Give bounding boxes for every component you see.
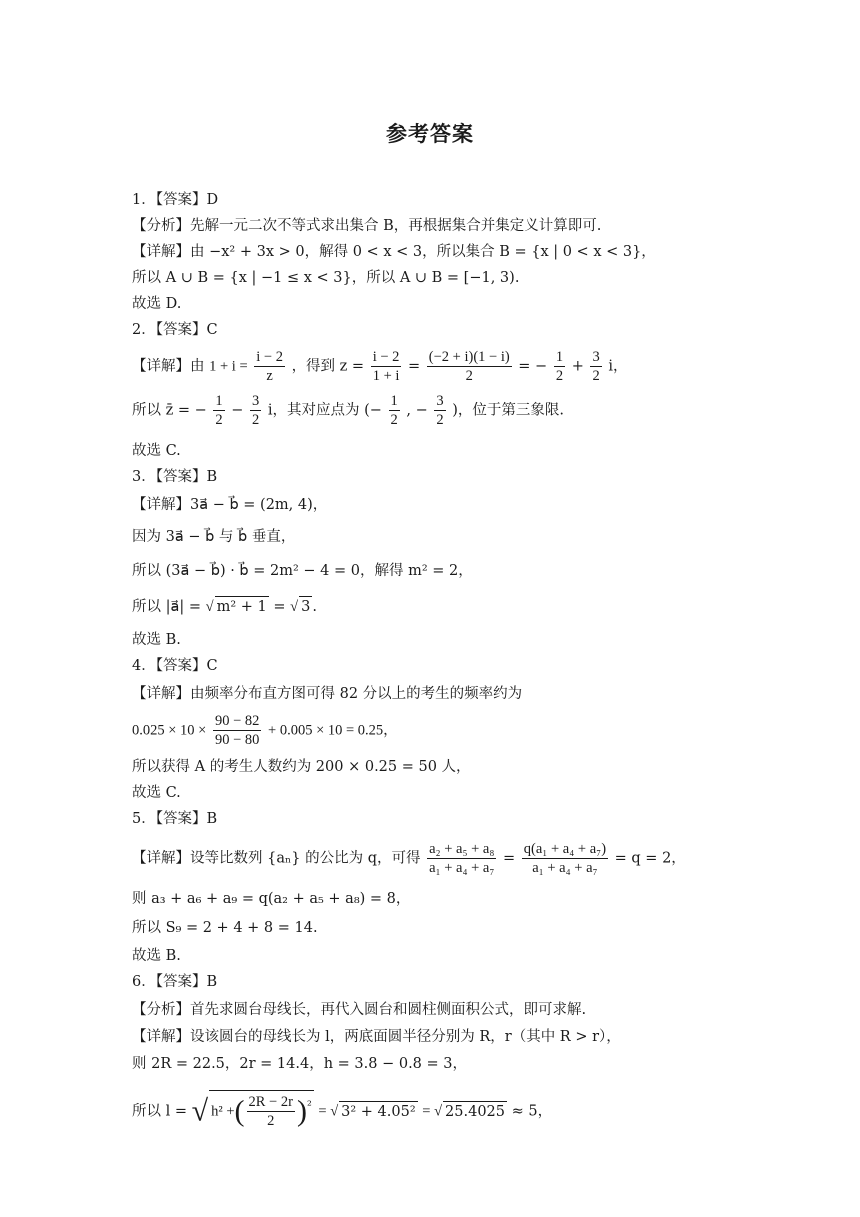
q2-fraction-2 — [371, 348, 402, 385]
q6-root-3: 25.4025 — [443, 1101, 507, 1122]
q3-detail-2: 因为 3a⃗ − b⃗ 与 b⃗ 垂直， — [132, 529, 296, 545]
q3-choice: 故选 B. — [132, 632, 181, 648]
q2-fraction-1 — [254, 348, 285, 385]
q5-detail-3: 所以 S₉ = 2 + 4 + 8 = 14. — [132, 920, 318, 936]
q5-detail-prefix: 【详解】设等比数列 {aₙ} 的公比为 q，可得 — [132, 850, 421, 867]
q2-point-fraction-1 — [389, 392, 400, 429]
q2-point-frac2-num: 3 — [436, 393, 444, 409]
q4-calc-tail: + 0.005 × 10 = 0.25， — [268, 722, 398, 739]
q2-conj-fraction-2 — [250, 392, 261, 429]
q2-frac5-den: 2 — [592, 368, 600, 384]
q3-detail-4: 所以 |a⃗| = √ m² + 1 = √ 3 . — [132, 596, 317, 617]
q2-detail-mid: ，得到 z = — [291, 358, 365, 375]
q2-fraction-5 — [590, 348, 601, 385]
q2-plus: + — [571, 358, 584, 375]
q2-conj-frac1-den: 2 — [215, 412, 223, 428]
q5-choice: 故选 B. — [132, 948, 181, 964]
q6-detail-2: 则 2R = 22.5，2r = 14.4，h = 3.8 − 0.8 = 3， — [132, 1056, 468, 1072]
q6-root-1: h² +( $\frac{2R - 2r}{2}$ )$^{^2}$ — [209, 1090, 314, 1130]
q3-detail-3: 所以 (3a⃗ − b⃗) · b⃗ = 2m² − 4 = 0，解得 m² = 2， — [132, 563, 473, 579]
q6-frac-den: 2 — [267, 1113, 275, 1129]
q2-frac2-den: 1 + i — [372, 368, 400, 384]
q2-frac4-num: 1 — [555, 349, 564, 365]
q2-detail-prefix: 【详解】由 — [132, 358, 205, 375]
q2-frac3-num: (−2 + i)(1 − i) — [428, 349, 510, 365]
q6-root-2: 3² + 4.05² — [339, 1101, 418, 1122]
q2-comma: , − — [406, 402, 428, 419]
q4-choice: 故选 C. — [132, 785, 181, 801]
q6-fraction — [247, 1093, 295, 1130]
q2-conj-prefix: 所以 z̄ = − — [132, 402, 207, 419]
q5-detail-tail: = q = 2， — [614, 850, 686, 867]
q6-detail-3-tail: ≈ 5， — [511, 1103, 553, 1120]
q6-analysis: 【分析】首先求圆台母线长，再代入圆台和圆柱侧面积公式，即可求解. — [132, 1002, 587, 1018]
page-title: 参考答案 — [386, 122, 474, 146]
q2-frac5-num: 3 — [592, 349, 600, 365]
q1-answer: 1．【答案】D — [132, 192, 219, 208]
q2-detail-line — [132, 348, 627, 385]
q2-tail: i， — [608, 358, 628, 375]
q6-root-inner: h² + — [211, 1103, 235, 1120]
q2-point-frac1-num: 1 — [390, 393, 398, 409]
q2-conj-tail: )，位于第三象限. — [452, 402, 564, 419]
q5-frac1-den: a₁ + a₄ + a₇ — [429, 860, 495, 876]
q3-root-2: 3 — [299, 596, 312, 617]
q4-answer: 4．【答案】C — [132, 658, 218, 674]
q2-eq: = — [408, 358, 421, 375]
q2-frac1-den: z — [266, 368, 273, 384]
q3-answer: 3．【答案】B — [132, 469, 218, 485]
q2-frac2-num: i − 2 — [372, 349, 400, 365]
q2-conj-fraction-1 — [213, 392, 224, 429]
q4-detail-1: 【详解】由频率分布直方图可得 82 分以上的考生的频率约为 — [132, 686, 523, 702]
q4-frac-den: 90 − 80 — [214, 732, 260, 748]
q2-conj-frac2-num: 3 — [252, 393, 260, 409]
q3-eq: = — [273, 599, 286, 615]
q5-fraction-2 — [522, 840, 608, 877]
q2-frac3-den: 2 — [465, 368, 473, 384]
q2-fraction-3 — [427, 348, 512, 385]
q4-calc-line — [132, 712, 398, 749]
q5-detail-2: 则 a₃ + a₆ + a₉ = q(a₂ + a₅ + a₈) = 8， — [132, 891, 411, 907]
q4-fraction — [213, 712, 261, 749]
q1-detail-1: 【详解】由 −x² + 3x > 0，解得 0 < x < 3，所以集合 B = {x | 0 < x < 3}， — [132, 244, 656, 260]
q4-detail-3: 所以获得 A 的考生人数约为 200 × 0.25 = 50 人， — [132, 759, 471, 775]
q5-detail-line — [132, 840, 686, 877]
q6-frac-num: 2R − 2r — [248, 1094, 293, 1110]
q3-root-1: m² + 1 — [215, 596, 269, 617]
q2-conjugate-line — [132, 392, 564, 429]
q2-point-fraction-2 — [434, 392, 445, 429]
q4-calc-prefix: 0.025 × 10 × — [132, 722, 207, 739]
q2-point-frac2-den: 2 — [436, 412, 444, 428]
q6-answer: 6．【答案】B — [132, 974, 218, 990]
q5-answer: 5．【答案】B — [132, 811, 218, 827]
q6-detail-3: 所以 l = √ h² +( $\frac{2R - 2r}{2}$ )$^{^2}$ = √ 3² + 4.05² = √ 25.4025 ≈ 5， — [132, 1090, 552, 1130]
q2-eq2: = − — [518, 358, 548, 375]
q2-answer: 2．【答案】C — [132, 322, 218, 338]
q2-choice: 故选 C. — [132, 443, 181, 459]
q5-frac2-den: a₁ + a₄ + a₇ — [532, 860, 598, 876]
q2-conj-minus: − — [231, 402, 244, 419]
q4-frac-num: 90 − 82 — [214, 713, 260, 729]
q3-detail-4-prefix: 所以 |a⃗| = — [132, 599, 202, 615]
q6-detail-1: 【详解】设该圆台的母线长为 l，两底面圆半径分别为 R，r（其中 R > r）， — [132, 1029, 621, 1045]
q1-detail-2: 所以 A ∪ B = {x | −1 ≤ x < 3}，所以 A ∪ B = [−1, 3). — [132, 270, 520, 286]
q2-conj-frac2-den: 2 — [252, 412, 260, 428]
q2-conj-mid: i，其对应点为 (− — [267, 402, 382, 419]
q5-frac2-num: q(a₁ + a₄ + a₇) — [523, 841, 607, 857]
q6-square: ² — [306, 1098, 312, 1113]
q1-choice: 故选 D. — [132, 296, 182, 312]
q2-eq1: 1 + i = — [209, 358, 248, 375]
q5-fraction-1 — [427, 840, 496, 877]
q2-point-frac1-den: 2 — [390, 412, 398, 428]
q3-detail-1: 【详解】3a⃗ − b⃗ = (2m, 4)， — [132, 497, 328, 513]
q6-detail-3-prefix: 所以 l = — [132, 1103, 188, 1120]
q2-conj-frac1-num: 1 — [215, 393, 223, 409]
q2-frac4-den: 2 — [555, 368, 564, 384]
q5-eq: = — [503, 850, 516, 867]
q5-frac1-num: a₂ + a₅ + a₈ — [429, 841, 495, 857]
q3-tail: . — [312, 599, 317, 615]
q1-analysis: 【分析】先解一元二次不等式求出集合 B，再根据集合并集定义计算即可. — [132, 218, 602, 234]
q2-frac1-num: i − 2 — [256, 349, 283, 365]
q2-fraction-4 — [554, 348, 565, 385]
